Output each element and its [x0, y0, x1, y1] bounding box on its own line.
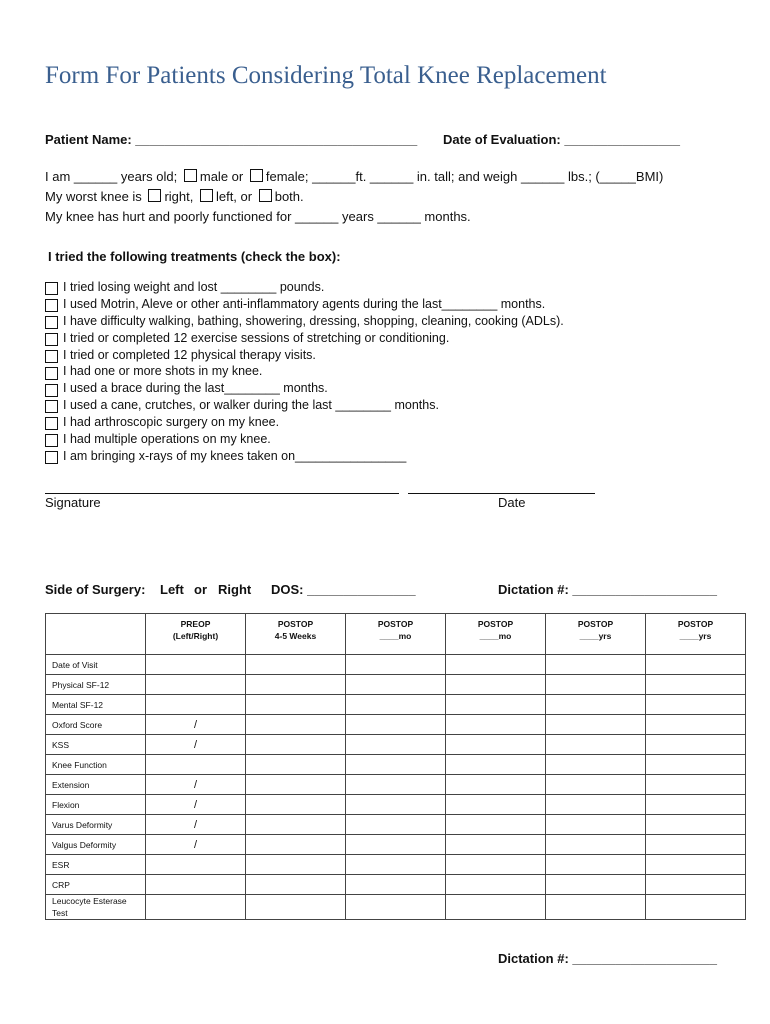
table-row	[46, 815, 746, 835]
postop-cell[interactable]	[446, 655, 546, 675]
postop-cell[interactable]	[346, 795, 446, 815]
date-line[interactable]	[408, 493, 595, 494]
postop-cell[interactable]	[446, 755, 546, 775]
preop-cell[interactable]: /	[146, 795, 246, 815]
postop-cell[interactable]	[246, 735, 346, 755]
postop-cell[interactable]	[346, 655, 446, 675]
row-label: ESR	[46, 855, 146, 875]
table-header-cell	[46, 614, 146, 655]
preop-cell[interactable]: /	[146, 835, 246, 855]
postop-cell[interactable]	[546, 775, 646, 795]
treatment-label: I tried or completed 12 exercise sessions of stretching or conditioning.	[63, 331, 450, 345]
table-row	[46, 875, 746, 895]
treatment-label: I tried losing weight and lost ________ pounds.	[63, 280, 325, 294]
table-row	[46, 755, 746, 775]
table-header-row	[46, 614, 746, 655]
postop-cell[interactable]	[546, 895, 646, 920]
postop-cell[interactable]	[646, 875, 746, 895]
postop-cell[interactable]	[446, 775, 546, 795]
postop-cell[interactable]	[646, 775, 746, 795]
row-label: KSS	[46, 735, 146, 755]
header-line-1: POSTOP	[377, 619, 414, 629]
treatment-label: I used a brace during the last________ months.	[63, 381, 328, 395]
treatment-label: I am bringing x-rays of my knees taken on________________	[63, 449, 407, 463]
patient-name-field[interactable]: Patient Name: _______________________________________	[45, 132, 418, 147]
row-label: Date of Visit	[46, 655, 146, 675]
postop-cell[interactable]	[446, 855, 546, 875]
postop-cell[interactable]	[246, 875, 346, 895]
table-header-cell	[446, 614, 546, 655]
postop-cell[interactable]	[546, 655, 646, 675]
treatment-checkbox[interactable]	[45, 434, 58, 447]
postop-cell[interactable]	[346, 675, 446, 695]
postop-cell[interactable]	[546, 735, 646, 755]
row-label: CRP	[46, 875, 146, 895]
row-label: Mental SF-12	[46, 695, 146, 715]
header-line-2: ____yrs	[579, 631, 612, 641]
row-label: Physical SF-12	[46, 675, 146, 695]
treatment-checkbox[interactable]	[45, 333, 58, 346]
postop-cell[interactable]	[346, 815, 446, 835]
dos-field[interactable]: DOS: _______________	[271, 582, 416, 597]
header-line-1: POSTOP	[277, 619, 314, 629]
postop-cell[interactable]	[346, 715, 446, 735]
left-knee-checkbox[interactable]	[200, 189, 213, 202]
postop-cell[interactable]	[646, 795, 746, 815]
table-row	[46, 695, 746, 715]
preop-cell[interactable]: /	[146, 715, 246, 735]
age-field[interactable]: I am ______ years old;	[45, 169, 178, 184]
form-title: Form For Patients Considering Total Knee Replacement	[45, 62, 607, 89]
postop-cell[interactable]	[246, 815, 346, 835]
preop-cell[interactable]: /	[146, 815, 246, 835]
postop-cell[interactable]	[346, 735, 446, 755]
postop-cell[interactable]	[546, 675, 646, 695]
table-row	[46, 855, 746, 875]
right-knee-checkbox[interactable]	[148, 189, 161, 202]
treatment-checkbox[interactable]	[45, 400, 58, 413]
postop-cell[interactable]	[646, 835, 746, 855]
table-row	[46, 895, 746, 920]
right-knee-label: right,	[164, 189, 194, 204]
preop-cell[interactable]	[146, 675, 246, 695]
postop-cell[interactable]	[346, 875, 446, 895]
table-header-cell	[546, 614, 646, 655]
postop-cell[interactable]	[446, 715, 546, 735]
postop-cell[interactable]	[446, 675, 546, 695]
postop-cell[interactable]	[246, 795, 346, 815]
female-height-weight-label: female; ______ft. ______ in. tall; and weigh ______ lbs.; (_____BMI)	[265, 169, 664, 184]
preop-cell[interactable]	[146, 855, 246, 875]
postop-cell[interactable]	[246, 835, 346, 855]
preop-cell[interactable]: /	[146, 735, 246, 755]
header-line-2: ____yrs	[679, 631, 712, 641]
treatment-checkbox[interactable]	[45, 367, 58, 380]
table-row	[46, 735, 746, 755]
postop-cell[interactable]	[546, 795, 646, 815]
row-label: Extension	[46, 775, 146, 795]
postop-cell[interactable]	[646, 675, 746, 695]
postop-cell[interactable]	[546, 835, 646, 855]
treatment-checkbox[interactable]	[45, 350, 58, 363]
both-knees-label: both.	[274, 189, 304, 204]
postop-cell[interactable]	[546, 855, 646, 875]
preop-cell[interactable]: /	[146, 775, 246, 795]
postop-cell[interactable]	[246, 755, 346, 775]
treatment-label: I tried or completed 12 physical therapy visits.	[63, 348, 316, 362]
male-label: male or	[199, 169, 244, 184]
left-knee-label: left, or	[215, 189, 253, 204]
treatment-label: I used a cane, crutches, or walker during the last ________ months.	[63, 398, 439, 412]
worst-knee-label: My worst knee is	[45, 189, 142, 204]
dictation-field[interactable]: Dictation #: ____________________	[498, 582, 717, 597]
row-label: Oxford Score	[46, 715, 146, 735]
duration-field[interactable]: My knee has hurt and poorly functioned for ______ years ______ months.	[45, 209, 471, 224]
signature-label: Signature	[45, 495, 101, 510]
table-header-cell	[146, 614, 246, 655]
postop-cell[interactable]	[646, 755, 746, 775]
postop-cell[interactable]	[446, 875, 546, 895]
treatment-checkbox[interactable]	[45, 451, 58, 464]
header-line-1: POSTOP	[577, 619, 614, 629]
preop-cell[interactable]	[146, 895, 246, 920]
header-line-2: ____mo	[379, 631, 412, 641]
treatment-label: I used Motrin, Aleve or other anti-inflammatory agents during the last________ months.	[63, 297, 546, 311]
postop-cell[interactable]	[546, 815, 646, 835]
postop-cell[interactable]	[246, 655, 346, 675]
treatment-label: I had multiple operations on my knee.	[63, 432, 271, 446]
table-header-cell	[246, 614, 346, 655]
postop-cell[interactable]	[246, 775, 346, 795]
signature-line[interactable]	[45, 493, 399, 494]
preop-cell[interactable]	[146, 655, 246, 675]
row-label: Knee Function	[46, 755, 146, 775]
header-line-2: (Left/Right)	[172, 631, 219, 641]
header-line-1: POSTOP	[677, 619, 714, 629]
treatment-label: I had arthroscopic surgery on my knee.	[63, 415, 280, 429]
table-row	[46, 715, 746, 735]
row-label: Flexion	[46, 795, 146, 815]
row-label: Leucocyte Esterase Test	[46, 895, 146, 920]
date-of-evaluation-field[interactable]: Date of Evaluation: ________________	[443, 132, 681, 147]
postop-cell[interactable]	[346, 695, 446, 715]
postop-cell[interactable]	[646, 735, 746, 755]
postop-cell[interactable]	[446, 695, 546, 715]
header-line-1: POSTOP	[477, 619, 514, 629]
postop-cell[interactable]	[646, 895, 746, 920]
side-of-surgery-label: Side of Surgery:	[45, 582, 146, 597]
postop-cell[interactable]	[246, 675, 346, 695]
postop-cell[interactable]	[446, 815, 546, 835]
header-line-2: ____mo	[479, 631, 512, 641]
treatment-checkbox[interactable]	[45, 384, 58, 397]
outcomes-table	[45, 613, 746, 920]
postop-cell[interactable]	[546, 715, 646, 735]
table-row	[46, 795, 746, 815]
postop-cell[interactable]	[246, 715, 346, 735]
postop-cell[interactable]	[346, 835, 446, 855]
table-row	[46, 675, 746, 695]
postop-cell[interactable]	[446, 835, 546, 855]
treatments-heading: I tried the following treatments (check the box):	[48, 249, 341, 264]
demographics-line-1	[45, 169, 663, 184]
postop-cell[interactable]	[446, 735, 546, 755]
postop-cell[interactable]	[546, 875, 646, 895]
postop-cell[interactable]	[446, 895, 546, 920]
postop-cell[interactable]	[446, 795, 546, 815]
preop-cell[interactable]	[146, 875, 246, 895]
both-knees-checkbox[interactable]	[259, 189, 272, 202]
header-line-2: 4-5 Weeks	[274, 631, 317, 641]
postop-cell[interactable]	[646, 815, 746, 835]
postop-cell[interactable]	[646, 715, 746, 735]
side-right-option[interactable]: Right	[218, 582, 252, 597]
postop-cell[interactable]	[546, 695, 646, 715]
date-label: Date	[498, 495, 526, 510]
treatment-label: I have difficulty walking, bathing, showering, dressing, shopping, cleaning, cooking (ADLs).	[63, 314, 564, 328]
postop-cell[interactable]	[246, 695, 346, 715]
postop-cell[interactable]	[646, 855, 746, 875]
postop-cell[interactable]	[646, 695, 746, 715]
footer-dictation-field[interactable]: Dictation #: ____________________	[498, 951, 717, 966]
table-row	[46, 835, 746, 855]
header-line-1: PREOP	[180, 619, 211, 629]
postop-cell[interactable]	[546, 755, 646, 775]
treatment-label: I had one or more shots in my knee.	[63, 364, 263, 378]
postop-cell[interactable]	[346, 775, 446, 795]
table-header-cell	[346, 614, 446, 655]
postop-cell[interactable]	[346, 895, 446, 920]
treatment-checkbox[interactable]	[45, 316, 58, 329]
table-row	[46, 775, 746, 795]
table-header-cell	[646, 614, 746, 655]
treatment-checkbox[interactable]	[45, 417, 58, 430]
row-label: Varus Deformity	[46, 815, 146, 835]
preop-cell[interactable]	[146, 755, 246, 775]
side-left-option[interactable]: Left	[160, 582, 184, 597]
male-checkbox[interactable]	[184, 169, 197, 182]
postop-cell[interactable]	[246, 855, 346, 875]
postop-cell[interactable]	[346, 755, 446, 775]
treatment-checkbox[interactable]	[45, 282, 58, 295]
table-row	[46, 655, 746, 675]
demographics-line-2	[45, 189, 304, 204]
postop-cell[interactable]	[646, 655, 746, 675]
preop-cell[interactable]	[146, 695, 246, 715]
treatment-checkbox[interactable]	[45, 299, 58, 312]
postop-cell[interactable]	[246, 895, 346, 920]
side-or-label: or	[194, 582, 207, 597]
postop-cell[interactable]	[346, 855, 446, 875]
female-checkbox[interactable]	[250, 169, 263, 182]
row-label: Valgus Deformity	[46, 835, 146, 855]
